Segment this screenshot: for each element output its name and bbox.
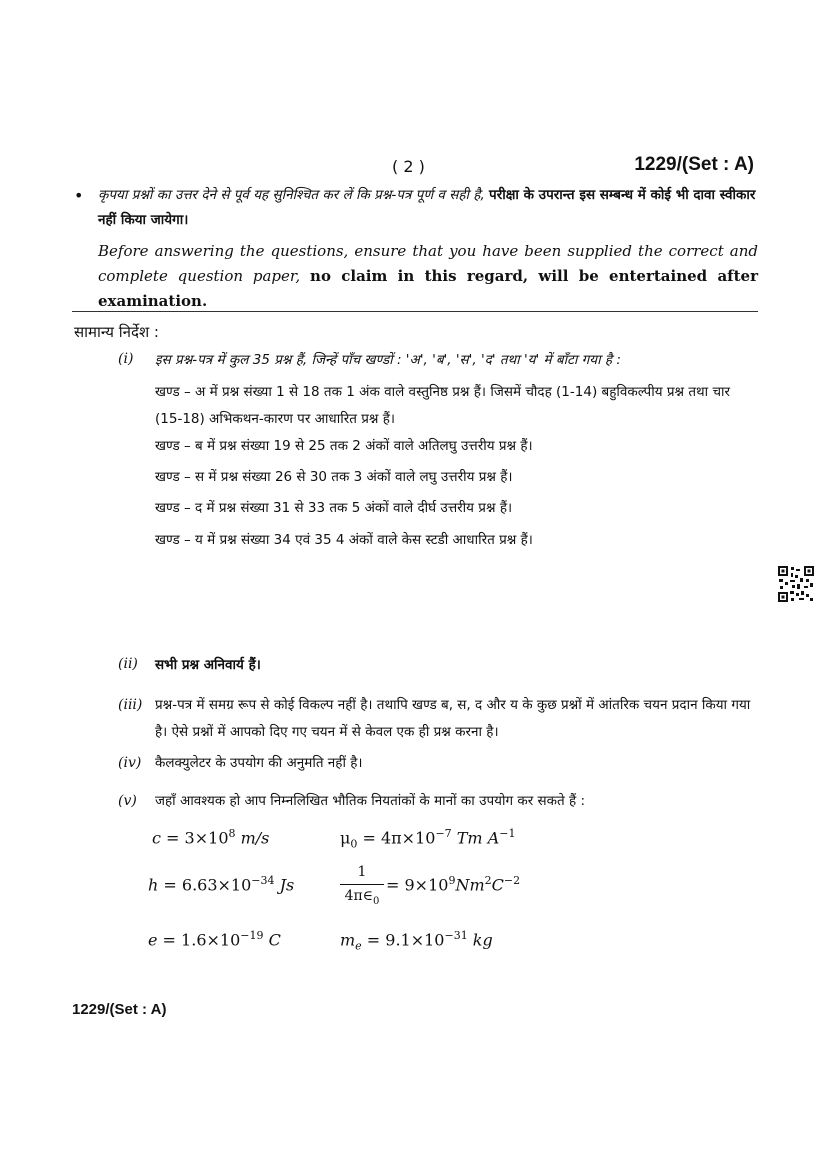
unit-exponent: −1 <box>499 827 516 840</box>
instruction-item: इस प्रश्न-पत्र में कुल 35 प्रश्न हैं, जिन्हें पाँच खण्डों : 'अ', 'ब', 'स', 'द' तथा 'य' में बाँटा गया है : <box>155 352 621 368</box>
section-e-description: खण्ड – य में प्रश्न संख्या 34 एवं 35 4 अंकों वाले केस स्टडी आधारित प्रश्न हैं। <box>155 532 533 548</box>
value: = 4π×10 <box>357 828 436 848</box>
exponent: −7 <box>435 827 452 840</box>
constant-speed-of-light <box>152 827 269 847</box>
english-warning-text: Before answering the questions, ensure that you have been supplied the correct and complete question paper, <box>98 242 758 285</box>
unit-exponent: 2 <box>484 874 492 887</box>
hindi-warning-bold: परीक्षा के उपरान्त इस सम्बन्ध में कोई भी दावा स्वीकार नहीं किया जायेगा। <box>98 187 756 228</box>
unit: Js <box>274 875 295 895</box>
subscript: e <box>355 939 362 953</box>
unit: m/s <box>235 828 270 848</box>
unit: kg <box>467 930 493 950</box>
instruction-item: सभी प्रश्न अनिवार्य हैं। <box>155 657 261 673</box>
general-instructions-title: सामान्य निर्देश : <box>74 323 159 341</box>
item-number: (iv) <box>118 755 142 771</box>
instruction-item: कैलक्युलेटर के उपयोग की अनुमति नहीं है। <box>155 755 363 771</box>
fraction-line <box>340 884 384 885</box>
symbol: e <box>148 930 158 950</box>
item-number: (v) <box>118 793 137 809</box>
unit: C <box>491 875 504 895</box>
unit: C <box>263 930 281 950</box>
english-warning <box>98 239 758 314</box>
symbol: m <box>340 930 356 950</box>
constant-permeability <box>340 827 515 851</box>
instruction-item: जहाँ आवश्यक हो आप निम्नलिखित भौतिक नियतांकों के मानों का उपयोग कर सकते हैं : <box>155 793 586 809</box>
bullet-icon: • <box>74 186 84 205</box>
value: = 6.63×10 <box>158 875 252 895</box>
constant-electron-mass <box>340 929 493 953</box>
unit: Tm A <box>451 828 500 848</box>
constant-electron-charge <box>148 929 281 949</box>
value: = 9×10 <box>386 875 449 895</box>
subscript: 0 <box>350 837 358 851</box>
exponent: −19 <box>240 929 264 942</box>
item-number: (ii) <box>118 656 138 672</box>
page-number: ( 2 ) <box>392 157 425 176</box>
english-warning-bold: no claim in this regard, will be entertained after examination. <box>98 267 759 310</box>
value: = 1.6×10 <box>157 930 241 950</box>
qr-code-icon <box>777 565 815 603</box>
hindi-warning-text: कृपया प्रश्नों का उत्तर देने से पूर्व यह सुनिश्चित कर लें कि प्रश्न-पत्र पूर्ण व सही है, <box>98 187 490 203</box>
unit-exponent: −2 <box>503 874 521 887</box>
exponent: −31 <box>444 929 468 942</box>
fraction-numerator: 1 <box>357 864 367 880</box>
section-d-description: खण्ड – द में प्रश्न संख्या 31 से 33 तक 5 अंकों वाले दीर्घ उत्तरीय प्रश्न हैं। <box>155 500 513 516</box>
fraction-denominator <box>336 888 388 907</box>
exponent: −34 <box>251 874 275 887</box>
exponent: 9 <box>448 874 456 887</box>
unit: Nm <box>455 875 485 895</box>
symbol: h <box>148 875 159 895</box>
section-b-description: खण्ड – ब में प्रश्न संख्या 19 से 25 तक 2 अंकों वाले अतिलघु उत्तरीय प्रश्न हैं। <box>155 438 533 454</box>
constant-planck <box>148 874 294 894</box>
section-a-description: खण्ड – अ में प्रश्न संख्या 1 से 18 तक 1 अंक वाले वस्तुनिष्ठ प्रश्न हैं। जिसमें चौदह (1-14) बहुविकल्पीय प्रश्न तथा चार (15-18) अभिकथन-कारण पर आधारित प्रश्न हैं। <box>155 384 731 427</box>
constant-coulomb <box>386 874 520 894</box>
hindi-warning <box>98 183 758 233</box>
symbol: μ <box>340 828 351 848</box>
symbol: c <box>152 828 161 848</box>
divider <box>72 311 758 312</box>
value: = 3×10 <box>160 828 229 848</box>
exponent: 8 <box>228 827 236 840</box>
value: = 9.1×10 <box>361 930 445 950</box>
item-number: (i) <box>118 351 134 367</box>
subscript: 0 <box>373 895 380 907</box>
denominator: 4π∈ <box>344 888 374 904</box>
instruction-item: प्रश्न-पत्र में समग्र रूप से कोई विकल्प नहीं है। तथापि खण्ड ब, स, द और य के कुछ प्रश्नों में आंतरिक चयन प्रदान किया गया है। ऐसे प्रश्नों में आपको दिए गए चयन में से केवल एक ही प्रश्न करना है। <box>155 697 751 740</box>
section-c-description: खण्ड – स में प्रश्न संख्या 26 से 30 तक 3 अंकों वाले लघु उत्तरीय प्रश्न हैं। <box>155 469 513 485</box>
item-number: (iii) <box>118 697 143 713</box>
paper-code-header: 1229/(Set : A) <box>634 154 754 175</box>
paper-code-footer: 1229/(Set : A) <box>72 1001 167 1018</box>
